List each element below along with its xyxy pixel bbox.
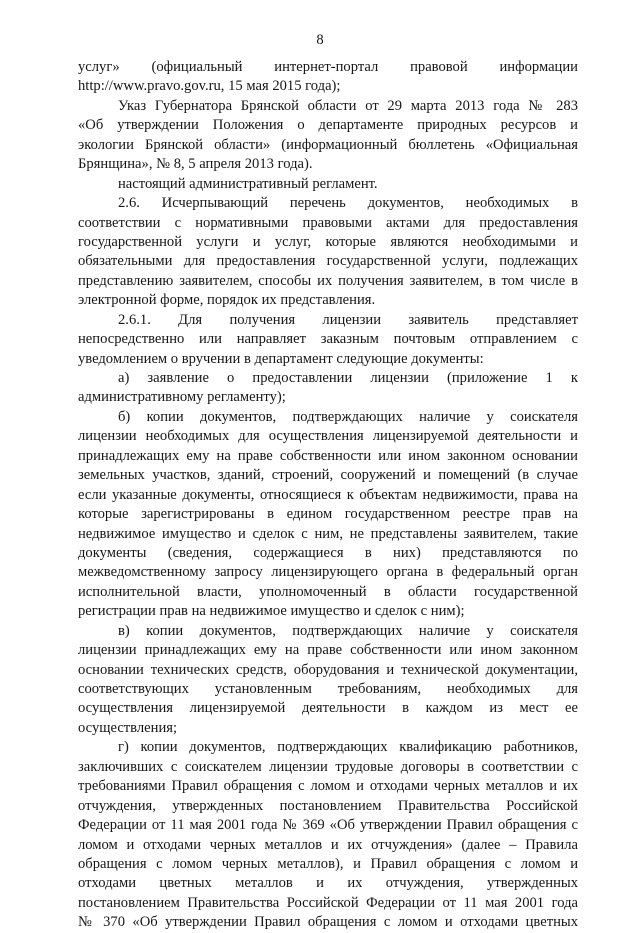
text-line: лицензии принадлежащих ему на праве собственности или ином законном (78, 642, 578, 659)
text-line: электронной форме, порядок их представления. (78, 292, 376, 309)
text-line: заключивших с соискателем лицензии трудовые договоры в соответствии с (78, 758, 578, 775)
text-line: которые зарегистрированы в едином государственном реестре прав на (78, 506, 578, 523)
text-line: 2.6.1. Для получения лицензии заявитель представляет (118, 311, 578, 328)
text-line: административному регламенту); (78, 389, 286, 406)
text-line: ломом и отходами черных металлов и их отчуждения» (далее – Правила (78, 836, 578, 853)
text-line: http://www.pravo.gov.ru, 15 мая 2015 года); (78, 78, 341, 95)
text-line: г) копии документов, подтверждающих квалификацию работников, (118, 739, 578, 756)
text-line: постановлением Правительства Российской Федерации от 11 мая 2001 года (78, 894, 578, 911)
text-line: документы (сведения, содержащиеся в них) представляются по (78, 544, 578, 561)
text-line: исполнительной власти, уполномоченный в области государственной (78, 583, 578, 600)
page-number: 8 (316, 32, 324, 48)
text-line: недвижимое имущество и сделок с ним, не представлены заявителем, такие (78, 525, 578, 542)
text-line: осуществления; (78, 719, 178, 736)
text-line: уведомлением о вручении в департамент следующие документы: (78, 350, 484, 367)
text-line: отчуждения, утвержденных постановлением Правительства Российской (78, 797, 578, 814)
text-line: соответствии с нормативными правовыми актами для предоставления (78, 214, 578, 231)
text-line: экологии Брянской области» (информационный бюллетень «Официальная (78, 136, 578, 153)
text-line: если указанные документы, относящиеся к объектам недвижимости, права на (78, 486, 578, 503)
text-line: требованиями Правил обращения с ломом и отходами черных металлов и их (78, 778, 578, 795)
text-line: Указ Губернатора Брянской области от 29 марта 2013 года № 283 (118, 97, 578, 114)
text-line: Федерации от 11 мая 2001 года № 369 «Об утверждении Правил обращения с (78, 817, 578, 834)
text-line: представлению заявителем, способы их получения заявителем, в том числе в (78, 272, 578, 289)
text-line: в) копии документов, подтверждающих наличие у соискателя (118, 622, 578, 639)
text-line: лицензии необходимых для осуществления лицензируемой деятельности и (78, 428, 578, 445)
text-line: межведомственному запросу лицензирующего органа в федеральный орган (78, 564, 578, 581)
text-line: непосредственно или направляет заказным почтовым отправлением с (78, 331, 578, 348)
text-line: 2.6. Исчерпывающий перечень документов, необходимых в (118, 195, 578, 212)
text-line: «Об утверждении Положения о департаменте природных ресурсов и (78, 117, 578, 134)
text-line: обязательными для предоставления государственной услуги, подлежащих (78, 253, 578, 270)
text-line: настоящий административный регламент. (118, 175, 378, 192)
text-line: а) заявление о предоставлении лицензии (приложение 1 к (118, 370, 578, 386)
text-line: соответствующих установленным требованиям, необходимых для (78, 681, 578, 697)
document-body (78, 58, 578, 933)
text-line: № 370 «Об утверждении Правил обращения с ломом и отходами цветных (78, 914, 578, 931)
text-line: услуг» (официальный интернет-портал правовой информации (78, 59, 578, 75)
text-line: отходами цветных металлов и их отчуждения, утвержденных (78, 875, 578, 892)
text-line: земельных участков, зданий, строений, сооружений и помещений (в случае (78, 467, 578, 484)
text-line: Брянщина», № 8, 5 апреля 2013 года). (78, 156, 313, 173)
text-line: регистрации прав на недвижимое имущество и сделок с ним); (78, 603, 465, 620)
text-line: основании технических средств, оборудования и технической документации, (78, 661, 578, 678)
text-line: б) копии документов, подтверждающих наличие у соискателя (118, 408, 578, 425)
text-line: принадлежащих ему на праве собственности или ином законном основании (78, 447, 578, 464)
text-line: государственной услуги и услуг, которые являются необходимыми и (78, 233, 578, 250)
text-line: осуществления лицензируемой деятельности в каждом из мест ее (78, 700, 578, 717)
text-line: обращения с ломом черных металлов), и Правил обращения с ломом и (78, 855, 578, 872)
